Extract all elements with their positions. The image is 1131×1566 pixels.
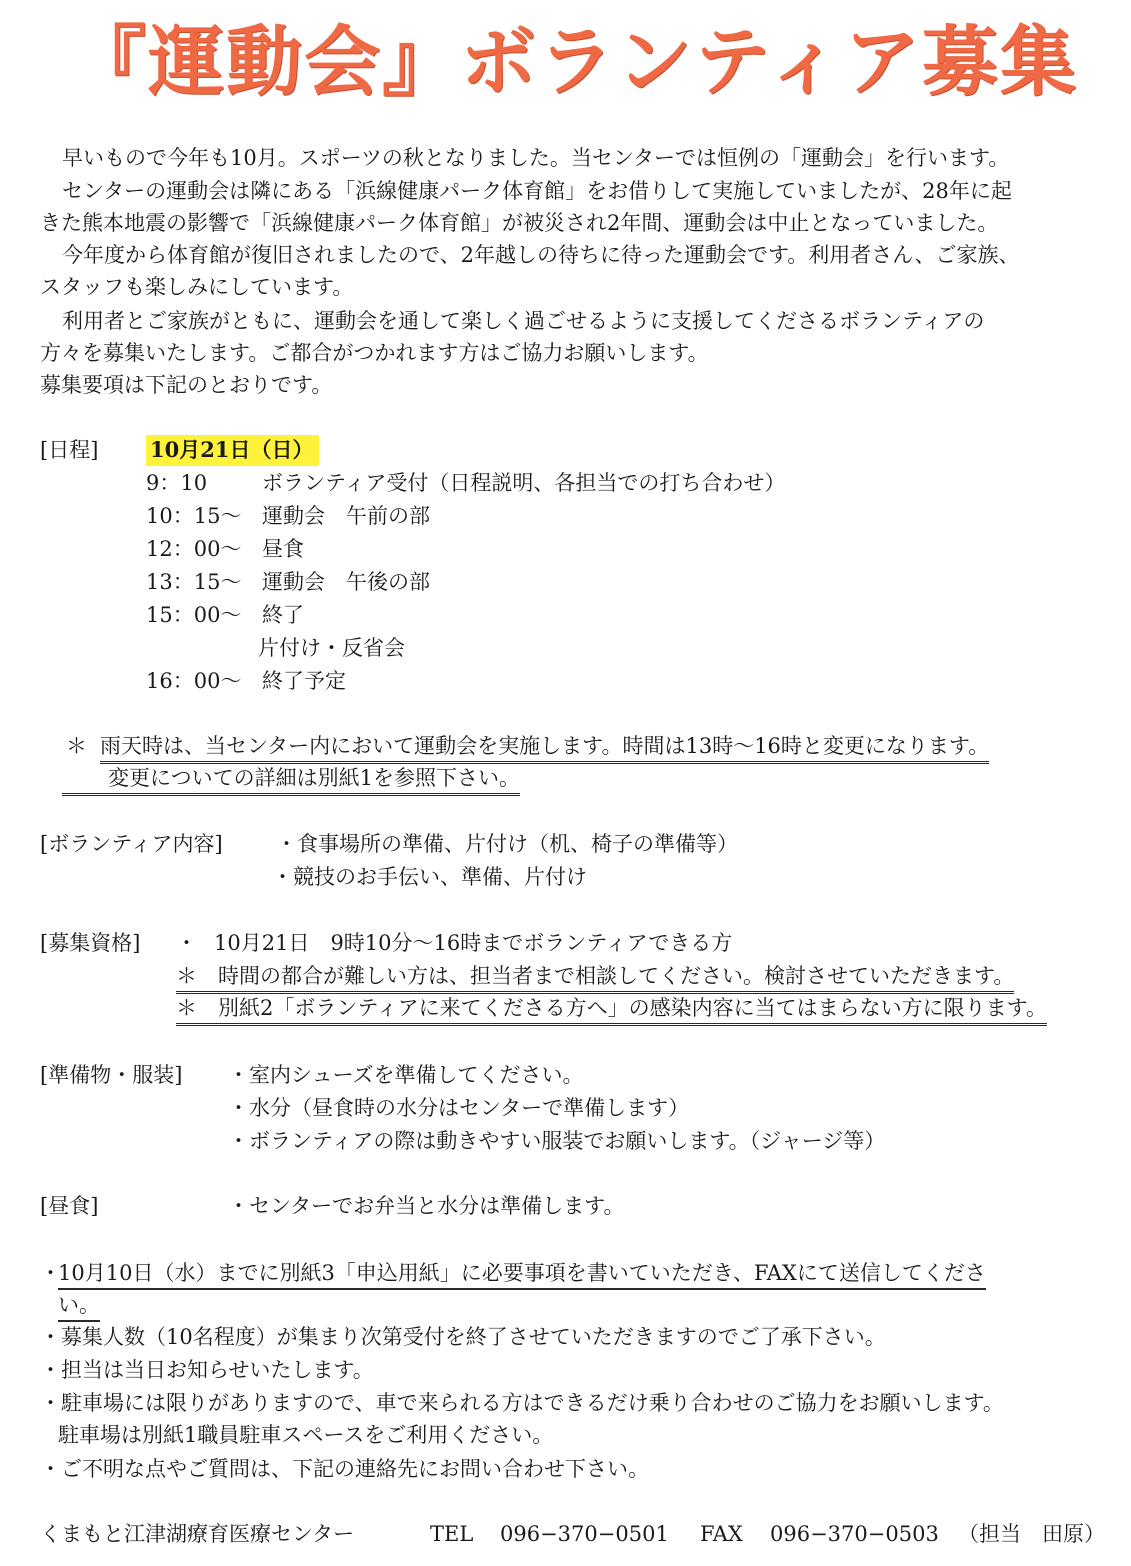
preparation-item-3: ・ボランティアの際は動きやすい服装でお願いします。（ジャージ等） (228, 1129, 886, 1153)
schedule-desc-3: 昼食 (262, 537, 304, 561)
intro-line-5: スタッフも楽しみにしています。 (40, 275, 354, 299)
footer-tel: 096−370−0501 (500, 1522, 669, 1546)
notice-3: ・担当は当日お知らせいたします。 (40, 1358, 374, 1382)
volunteer-item-1: ・食事場所の準備、片付け（机、椅子の準備等） (276, 832, 738, 856)
qualification-note-1 (176, 963, 1014, 989)
schedule-desc-4: 運動会 午後の部 (262, 570, 430, 594)
qualification-note-2 (176, 995, 1047, 1021)
notice-1-text-1: 10月10日（水）までに別紙3「申込用紙」に必要事項を書いていただき、FAXにて送信してくださ (58, 1261, 986, 1290)
page-title: 『運動会』ボランティア募集 (70, 17, 1078, 106)
volunteer-label: [ボランティア内容] (40, 832, 223, 856)
schedule-desc-5: 終了 (262, 603, 304, 627)
preparation-item-1: ・室内シューズを準備してください。 (228, 1063, 584, 1087)
intro-line-7: 方々を募集いたします。ご都合がつかれます方はご協力お願いします。 (40, 341, 709, 365)
notice-1-line-1 (58, 1260, 986, 1286)
schedule-date (146, 437, 319, 463)
lunch-label: [昼食] (40, 1194, 99, 1218)
schedule-time-3: 12：00〜 (146, 537, 242, 561)
intro-line-2: センターの運動会は隣にある「浜線健康パーク体育館」をお借りして実施していましたが、28年に起 (62, 179, 1012, 203)
notice-1-text-2: い。 (58, 1293, 100, 1322)
schedule-date-highlight: 10月21日（日） (146, 435, 319, 466)
schedule-time-7: 16：00〜 (146, 669, 242, 693)
qualification-note-2-text: ＊ 別紙2「ボランティアに来てくださる方へ」の感染内容に当てはまらない方に限ります。 (176, 996, 1047, 1026)
intro-line-1: 早いもので今年も10月。スポーツの秋となりました。当センターでは恒例の「運動会」を行います。 (62, 146, 1010, 170)
schedule-time-4: 13：15〜 (146, 570, 242, 594)
footer-tel-label: TEL (430, 1522, 474, 1546)
rain-note-text-1: 雨天時は、当センター内において運動会を実施します。時間は13時〜16時と変更になります。 (100, 734, 989, 764)
intro-line-6: 利用者とご家族がともに、運動会を通して楽しく過ごせるように支援してくださるボランティアの (62, 309, 985, 333)
footer-contact: （担当 田原） (958, 1522, 1105, 1546)
schedule-desc-7: 終了予定 (262, 669, 346, 693)
rain-note-line-1 (100, 733, 989, 759)
notice-1-bullet: ・ (40, 1261, 61, 1285)
intro-line-4: 今年度から体育館が復旧されましたので、2年越しの待ちに待った運動会です。利用者さん、ご家族、 (62, 243, 1020, 267)
rain-note-mark: ＊ (66, 734, 87, 758)
intro-line-8: 募集要項は下記のとおりです。 (40, 373, 333, 397)
preparation-label: [準備物・服装] (40, 1063, 183, 1087)
footer-fax: 096−370−0503 (770, 1522, 939, 1546)
schedule-desc-2: 運動会 午前の部 (262, 504, 430, 528)
lunch-item: ・センターでお弁当と水分は準備します。 (228, 1194, 625, 1218)
schedule-time-2: 10：15〜 (146, 504, 242, 528)
notice-4-line-2: 駐車場は別紙1職員駐車スペースをご利用ください。 (58, 1423, 554, 1447)
intro-line-3: きた熊本地震の影響で「浜線健康パーク体育館」が被災され2年間、運動会は中止となっていました。 (40, 211, 999, 235)
schedule-time-1: 9：10 (146, 471, 208, 495)
qualification-bullet: ・ (176, 931, 197, 955)
footer-fax-label: FAX (700, 1522, 743, 1546)
notice-2: ・募集人数（10名程度）が集まり次第受付を終了させていただきますのでご了承下さい。 (40, 1325, 886, 1349)
notice-5: ・ご不明な点やご質問は、下記の連絡先にお問い合わせ下さい。 (40, 1457, 649, 1481)
preparation-item-2: ・水分（昼食時の水分はセンターで準備します） (228, 1096, 690, 1120)
volunteer-item-2: ・競技のお手伝い、準備、片付け (272, 865, 587, 889)
schedule-label: [日程] (40, 438, 99, 462)
schedule-desc-1: ボランティア受付（日程説明、各担当での打ち合わせ） (262, 471, 786, 495)
schedule-time-5: 15：00〜 (146, 603, 242, 627)
rain-note-text-2: 変更についての詳細は別紙1を参照下さい。 (62, 766, 520, 796)
qualification-note-1-text: ＊ 時間の都合が難しい方は、担当者まで相談してください。検討させていただきます。 (176, 964, 1014, 994)
notice-4-line-1: ・駐車場には限りがありますので、車で来られる方はできるだけ乗り合わせのご協力をお願いします。 (40, 1391, 1004, 1415)
rain-note-line-2 (62, 765, 520, 791)
qualification-label: [募集資格] (40, 931, 141, 955)
notice-1-line-2 (58, 1292, 100, 1318)
qualification-main: 10月21日 9時10分〜16時までボランティアできる方 (214, 931, 733, 955)
schedule-desc-6: 片付け・反省会 (258, 636, 405, 660)
footer-org: くまもと江津湖療育医療センター (40, 1522, 355, 1546)
